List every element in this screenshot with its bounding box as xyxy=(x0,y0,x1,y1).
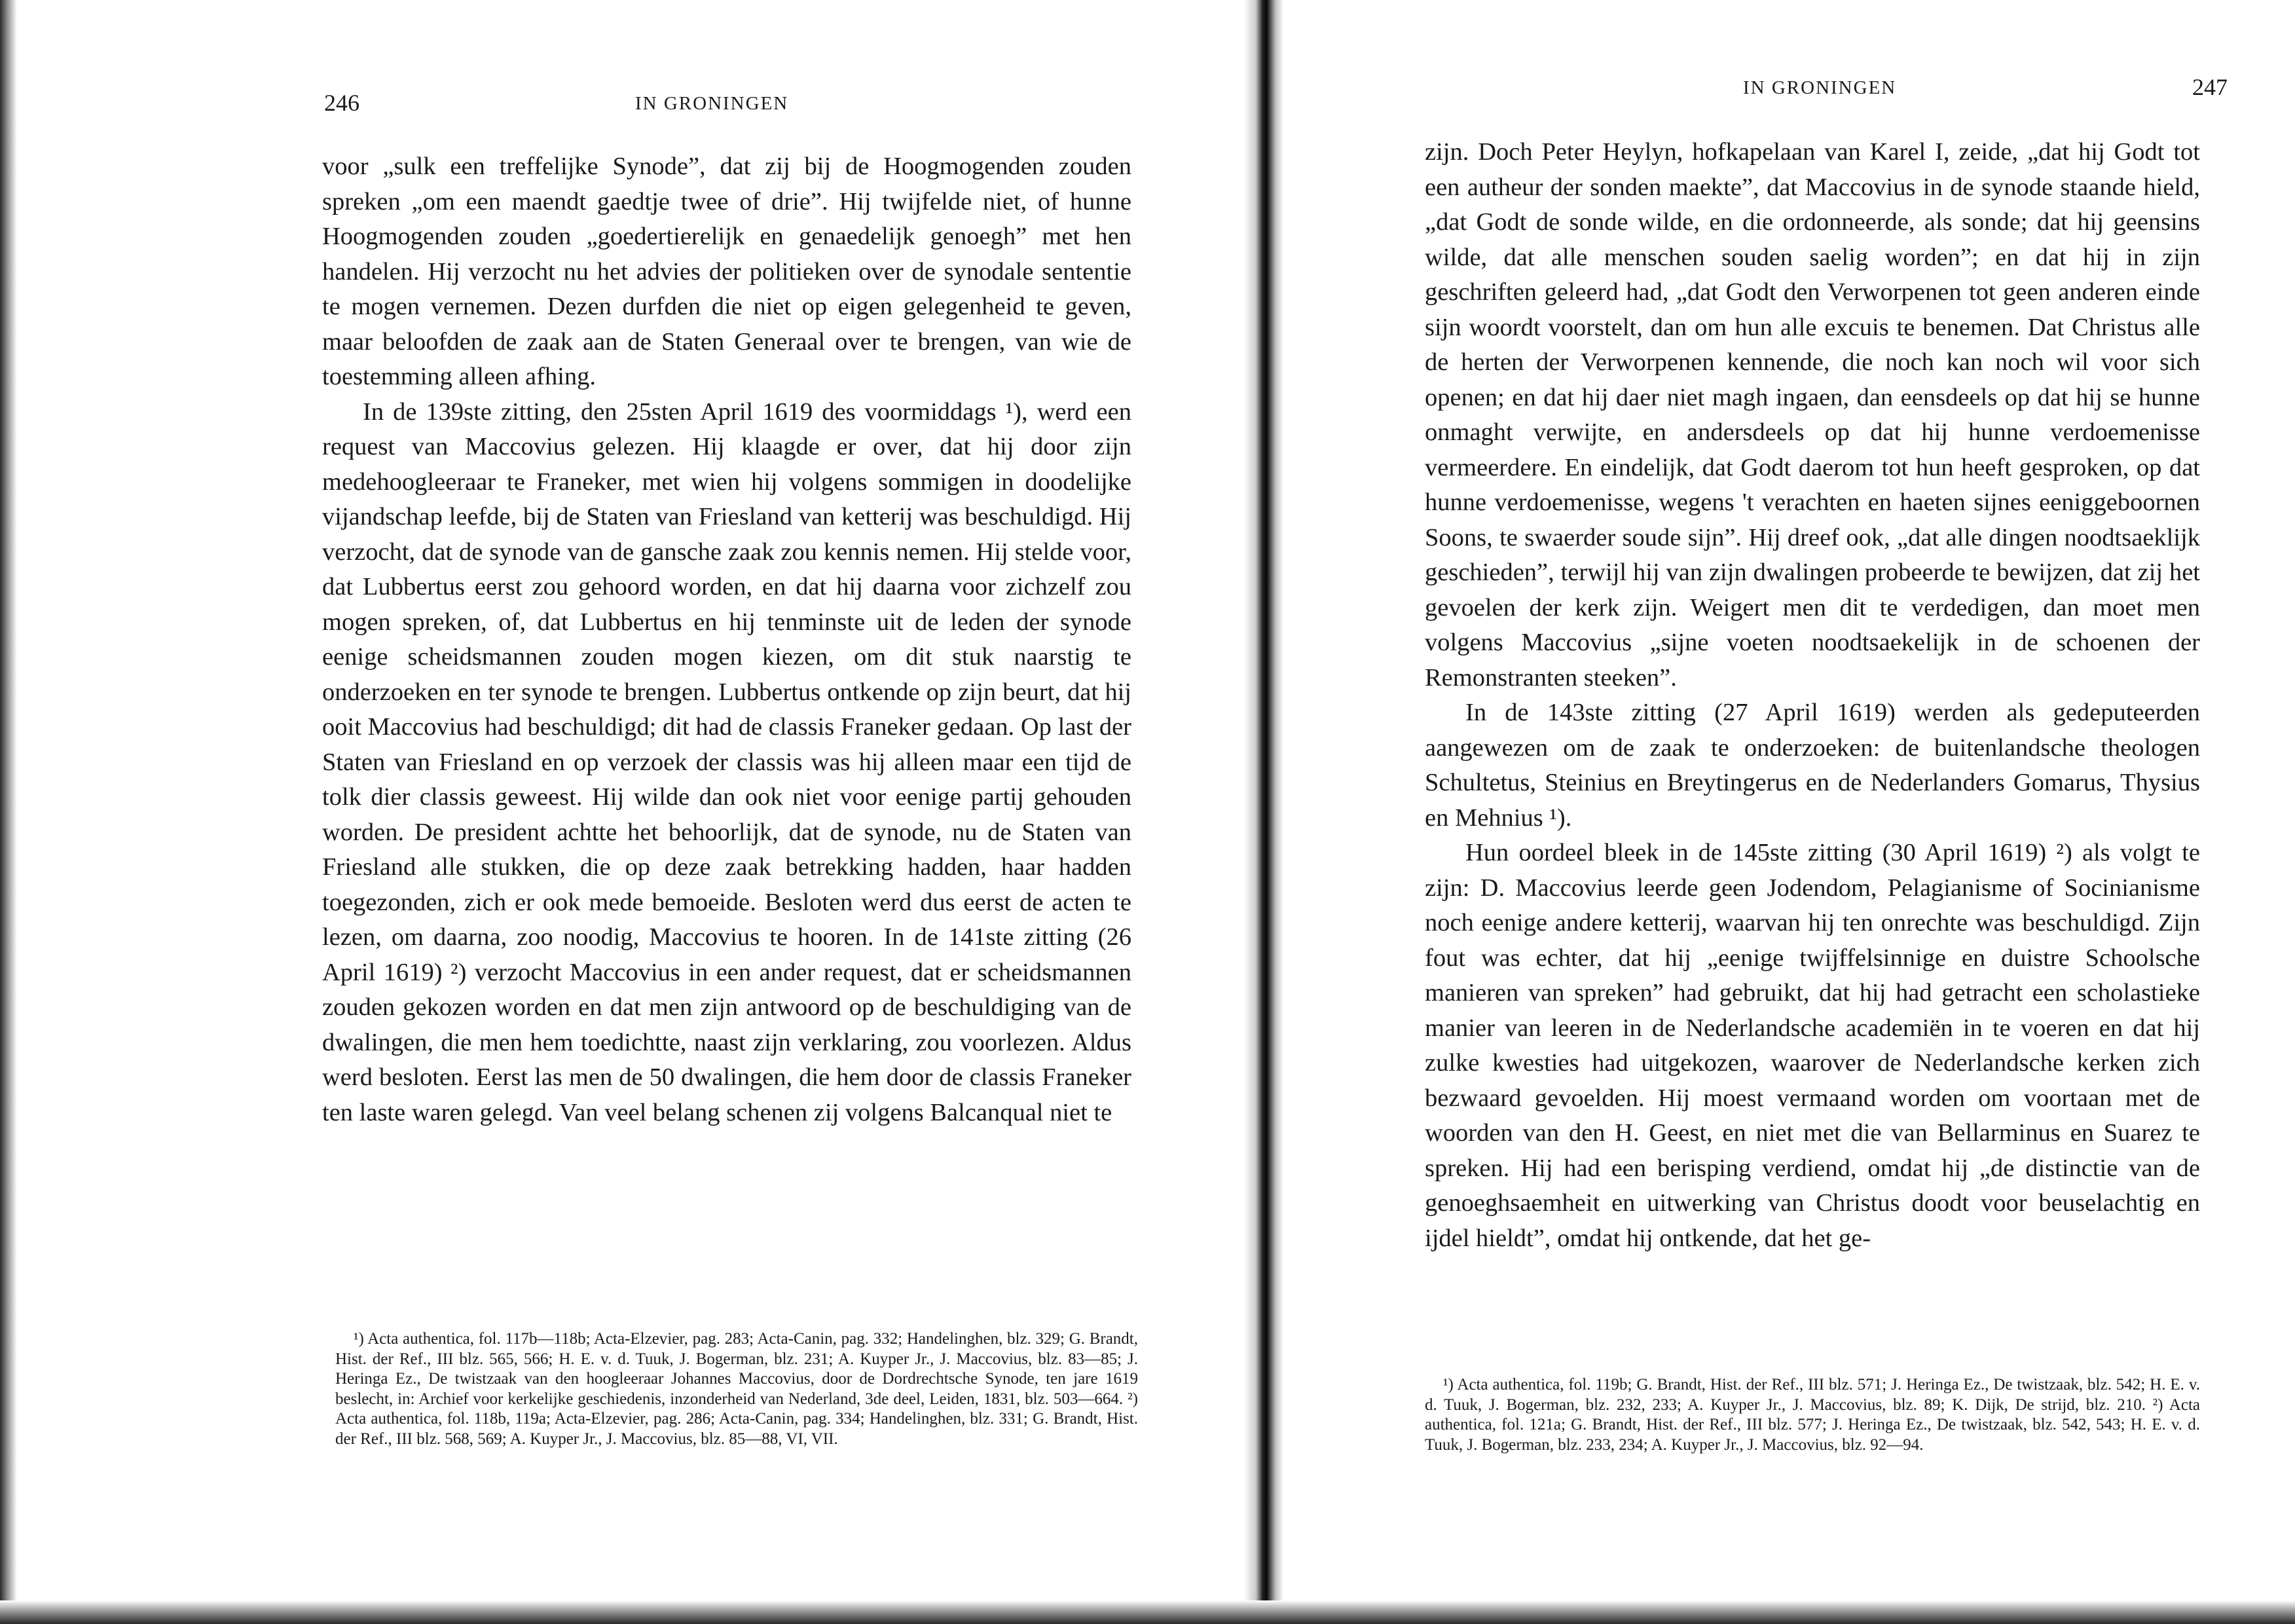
paragraph: In de 139ste zitting, den 25sten April 1619 des voormiddags ¹), werd een request van Maccovius gelezen. Hij klaagde er over, dat hij door zijn medehoogleeraar te Franeker, met wien hij volgens sommigen in doodelijke vijandschap leefde, bij de Staten van Friesland van ketterij was beschuldigd. Hij verzocht, dat de synode van de gansche zaak zou kennis nemen. Hij stelde voor, dat Lubbertus eerst zou gehoord worden, en dat hij daarna voor zichzelf zou mogen spreken, of, dat Lubbertus en hij tenminste uit de leden der synode eenige scheidsmannen zouden mogen kiezen, om dit stuk naarstig te onderzoeken en ter synode te brengen. Lubbertus ontkende op zijn beurt, dat hij ooit Maccovius had beschuldigd; dit had de classis Franeker gedaan. Op last der Staten van Friesland en op verzoek der classis was hij alleen maar een tijd de tolk dier classis geweest. Hij wilde dan ook niet voor eenige partij gehouden worden. De president achtte het behoorlijk, dat de synode, nu de Staten van Friesland alle stukken, die op deze zaak betrekking hadden, haar hadden toegezonden, zich er ook mede bemoeide. Besloten werd dus eerst de acten te lezen, om daarna, zoo noodig, Maccovius te hooren. In de 141ste zitting (26 April 1619) ²) verzocht Maccovius in een ander request, dat er scheidsmannen zouden gekozen worden en dat men zijn antwoord op de beschuldiging van de dwalingen, die men hem toedichtte, naast zijn verklaring, zou voorlezen. Aldus werd besloten. Eerst las men de 50 dwalingen, die hem door de classis Franeker ten laste waren gelegd. Van veel belang schenen zij volgens Balcanqual niet te xyxy=(322,397,1131,1126)
right-page xyxy=(1283,0,2295,1624)
body-text xyxy=(1425,135,2200,1256)
footnote: ¹) Acta authentica, fol. 119b; G. Brandt, Hist. der Ref., III blz. 571; J. Heringa Ez., De twistzaak, blz. 542; H. E. v. d. Tuuk, J. Bogerman, blz. 232, 233; A. Kuyper Jr., J. Maccovius, blz. 89; K. Dijk, De strijd, blz. 210. ²) Acta authentica, fol. 121a; G. Brandt, Hist. der Ref., III blz. 577; J. Heringa Ez., De twistzaak, blz. 542, 543; H. E. v. d. Tuuk, J. Bogerman, blz. 233, 234; A. Kuyper Jr., J. Maccovius, blz. 92—94. xyxy=(1425,1376,2200,1454)
paragraph: zijn. Doch Peter Heylyn, hofkapelaan van Karel I, zeide, „dat hij Godt tot een autheur der sonden maekte”, dat Maccovius in de synode staande hield, „dat Godt de sonde wilde, en die ordonneerde, als sonde; dat hij geensins wilde, dat alle menschen souden saelig worden”; en dat hij in zijn geschriften geleerd had, „dat Godt den Verworpenen tot geen anderen einde sijn woordt voorstelt, dan om hun alle excuis te benemen. Dat Christus alle de herten der Verworpenen kennende, die noch kan noch wil voor sich openen; en dat hij daer niet magh ingaen, dan eensdeels op dat hij se hunne onmaght verwijte, en andersdeels op dat hij hunne verdoemenisse vermeerdere. En eindelijk, dat Godt daerom tot hun heeft gesproken, op dat hunne verdoemenisse, wegens 't verachten en haeten sijnes eeniggeboornen Soons, te swaerder soude sijn”. Hij dreef ook, „dat alle dingen noodtsaeklijk geschieden”, terwijl hij van zijn dwalingen probeerde te bewijzen, dat zij het gevoelen der kerk zijn. Weigert men dit te verdedigen, dan moet men volgens Maccovius „sijne voeten noodtsaekelijk in de schoenen der Remonstranten steeken”. xyxy=(1425,138,2200,692)
running-head: IN GRONINGEN xyxy=(635,93,789,114)
page-number: 246 xyxy=(324,90,359,116)
paragraph: In de 143ste zitting (27 April 1619) werden als gedeputeerden aangewezen om de zaak te onderzoeken: de buitenlandsche theologen Schultetus, Steinius en Breytingerus en de Nederlanders Gomarus, Thysius en Mehnius ¹). xyxy=(1425,699,2200,832)
paragraph: voor „sulk een treffelijke Synode”, dat zij bij de Hoogmogenden zouden spreken „om een maendt gaedtje twee of drie”. Hij twijfelde niet, of hunne Hoogmogenden zouden „goedertierelijk en genaedelijk genoegh” met hen handelen. Hij verzocht nu het advies der politieken over de synodale sententie te mogen vernemen. Dezen durfden die niet op eigen gelegenheid te geven, maar beloofden de zaak aan de Staten Generaal over te brengen, van wie de toestemming alleen afhing. xyxy=(322,153,1131,390)
page-number: 247 xyxy=(2192,74,2228,100)
footnotes xyxy=(1425,1375,2200,1455)
footnotes xyxy=(335,1329,1138,1449)
running-head: IN GRONINGEN xyxy=(1743,77,1897,98)
paragraph: Hun oordeel bleek in de 145ste zitting (30 April 1619) ²) als volgt te zijn: D. Maccovius leerde geen Jodendom, Pelagianisme of Socinianisme noch eenige andere ketterij, waarvan hij ten onrechte was beschuldigd. Zijn fout was echter, dat hij „eenige twijffelsinnige en duistre Schoolsche manieren van spreken” had gebruikt, dat hij had getracht een scholastieke manier van leeren in de Nederlandsche academiën in te voeren en dat hij zulke kwesties had uitgekozen, waarover de Nederlandsche kerken zich bezwaard gevoelden. Hij moest vermaand worden om voortaan met de woorden van den H. Geest, en niet met die van Bellarminus en Suarez te spreken. Hij had een berisping verdiend, omdat hij „de distinctie van de genoeghsaemheit en uitwerking van Christus doodt voor beuselachtig en ijdel hieldt”, omdat hij ontkende, dat het ge- xyxy=(1425,839,2200,1252)
book-spine-gutter xyxy=(1244,0,1283,1624)
footnote: ¹) Acta authentica, fol. 117b—118b; Acta-Elzevier, pag. 283; Acta-Canin, pag. 332; Handelinghen, blz. 329; G. Brandt, Hist. der Ref., III blz. 565, 566; H. E. v. d. Tuuk, J. Bogerman, blz. 231; A. Kuyper Jr., J. Maccovius, blz. 83—85; J. Heringa Ez., De twistzaak van den hoogleeraar Johannes Maccovius, door de Dordrechtsche Synode, ten jare 1619 beslecht, in: Archief voor kerkelijke geschiedenis, inzonderheid van Nederland, 3de deel, Leiden, 1831, blz. 503—664. ²) Acta authentica, fol. 118b, 119a; Acta-Elzevier, pag. 286; Acta-Canin, pag. 334; Handelinghen, blz. 331; G. Brandt, Hist. der Ref., III blz. 568, 569; A. Kuyper Jr., J. Maccovius, blz. 85—88, VI, VII. xyxy=(335,1330,1138,1448)
body-text xyxy=(322,149,1131,1130)
